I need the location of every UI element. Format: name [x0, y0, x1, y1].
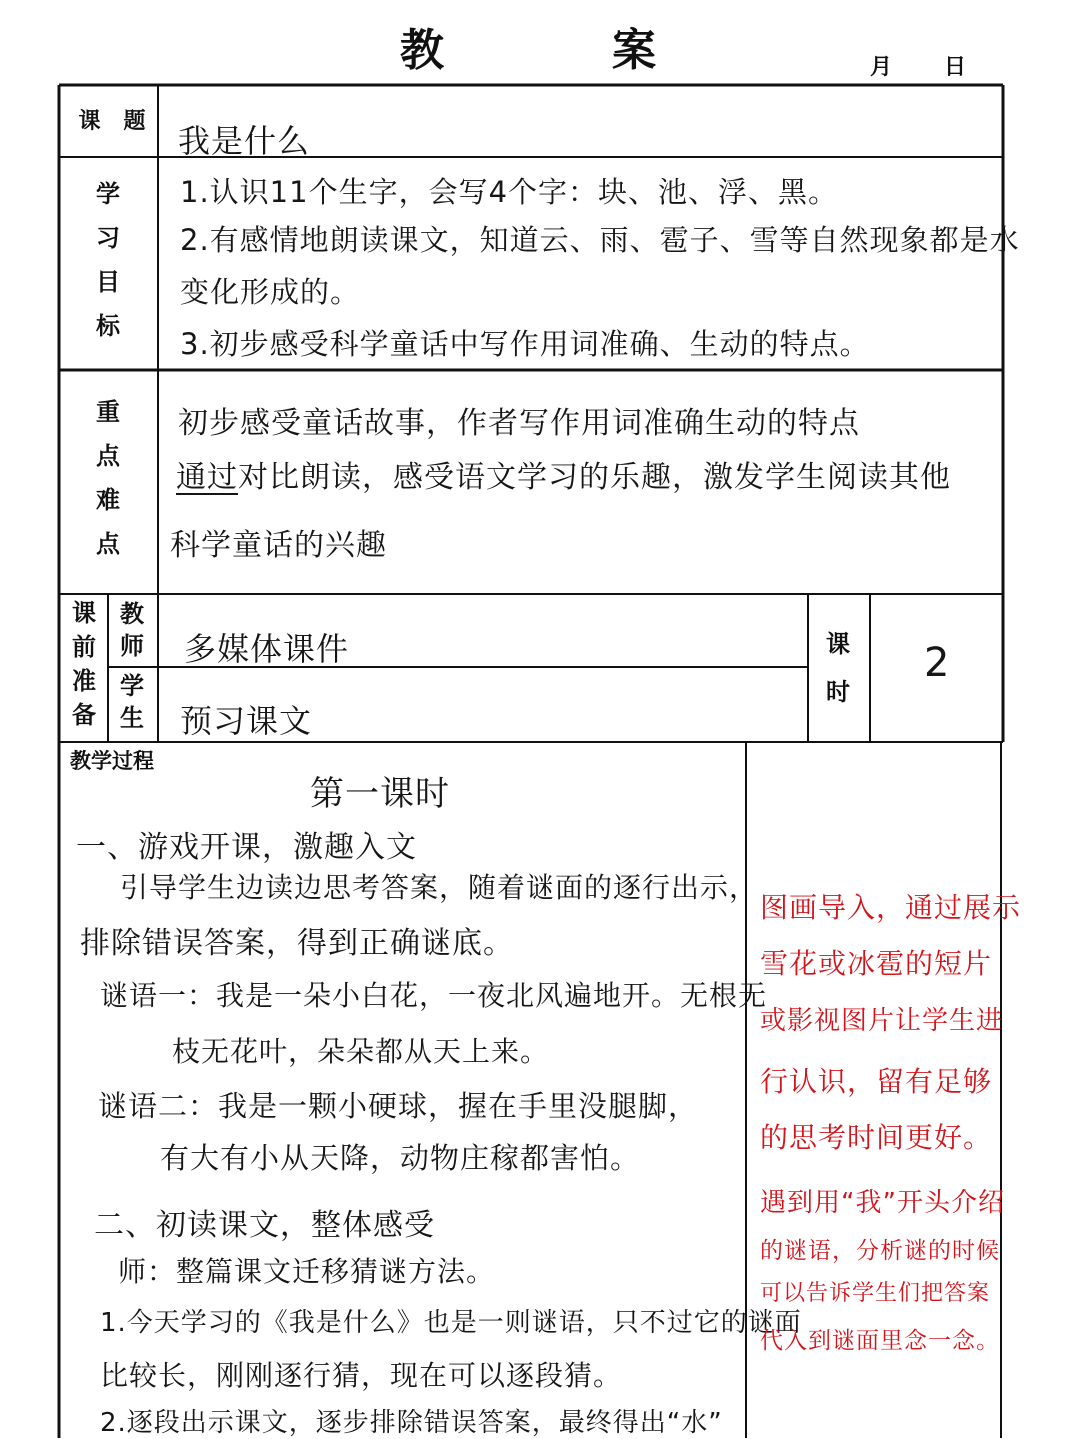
process-line-6: 谜语二：我是一颗小硬球，握在手里没腿脚， — [98, 1089, 699, 1123]
margin-note-line-6: 遇到用“我”开头介绍 — [760, 1188, 1005, 1218]
prep-label: 课 前 准 备 — [72, 598, 96, 729]
title-char-2: 案 — [612, 25, 656, 76]
process-line-4: 谜语一：我是一朵小白花，一夜北风遍地开。无根无 — [100, 979, 768, 1012]
course-value: 我是什么 — [178, 122, 311, 160]
process-line-11: 比较长，刚刚逐行猜，现在可以逐段猜。 — [100, 1359, 623, 1392]
process-line-5: 枝无花叶，朵朵都从天上来。 — [172, 1035, 550, 1068]
student-label: 学 生 — [120, 671, 144, 732]
margin-note-line-4: 行认识，留有足够 — [760, 1065, 993, 1098]
key-points-label: 重 点 难 点 — [96, 397, 120, 558]
objectives-label: 学 习 目 标 — [96, 179, 120, 340]
key-point-line-1: 初步感受童话故事，作者写作用词准确生动的特点 — [178, 406, 860, 441]
underlined-phrase: 通过 — [176, 460, 238, 495]
objective-line-1: 1.认识11个生字，会写4个字：块、池、浮、黑。 — [180, 175, 839, 209]
process-line-10: 1.今天学习的《我是什么》也是一则谜语，只不过它的谜面 — [100, 1308, 802, 1338]
margin-note-line-5: 的思考时间更好。 — [760, 1121, 993, 1154]
day-label: 日 — [944, 54, 967, 80]
process-heading: 第一课时 — [310, 774, 450, 814]
margin-note-line-3: 或影视图片让学生进 — [760, 1006, 1004, 1036]
margin-note-line-9: 代入到谜面里念一念。 — [760, 1328, 1000, 1354]
objective-line-3: 变化形成的。 — [180, 275, 361, 309]
process-line-12: 2.逐段出示课文，逐步排除错误答案，最终得出“水” — [100, 1408, 723, 1438]
course-label: 课 题 — [78, 108, 146, 134]
title-char-1: 教 — [400, 25, 444, 76]
process-line-8: 二、初读课文，整体感受 — [94, 1208, 435, 1243]
process-line-3: 排除错误答案，得到正确谜底。 — [80, 926, 514, 961]
objective-line-4: 3.初步感受科学童话中写作用词准确、生动的特点。 — [180, 327, 870, 361]
key-point-line-2: 通过对比朗读，感受语文学习的乐趣，激发学生阅读其他 — [176, 460, 951, 495]
process-line-1: 一、游戏开课，激趣入文 — [76, 830, 417, 865]
teacher-label: 教 师 — [120, 599, 144, 660]
process-line-7: 有大有小从天降，动物庄稼都害怕。 — [160, 1141, 641, 1175]
teacher-prep-value: 多媒体课件 — [184, 630, 350, 668]
margin-note-line-8: 可以告诉学生们把答案 — [760, 1281, 991, 1306]
objective-line-2: 2.有感情地朗读课文，知道云、雨、雹子、雪等自然现象都是水 — [180, 223, 1020, 257]
period-label: 课 时 — [826, 629, 850, 706]
margin-note-line-7: 的谜语，分析谜的时候 — [760, 1238, 1000, 1264]
period-value: 2 — [924, 640, 951, 686]
margin-note-line-1: 图画导入，通过展示 — [760, 891, 1022, 924]
process-line-9: 师：整篇课文迁移猜谜方法。 — [118, 1255, 496, 1288]
month-label: 月 — [870, 54, 893, 80]
margin-note-line-2: 雪花或冰雹的短片 — [760, 947, 993, 980]
process-line-2: 引导学生边读边思考答案，随着谜面的逐行出示， — [120, 871, 759, 904]
key-point-line-3: 科学童话的兴趣 — [170, 528, 387, 563]
student-prep-value: 预习课文 — [180, 702, 313, 740]
process-label: 教学过程 — [70, 748, 154, 773]
